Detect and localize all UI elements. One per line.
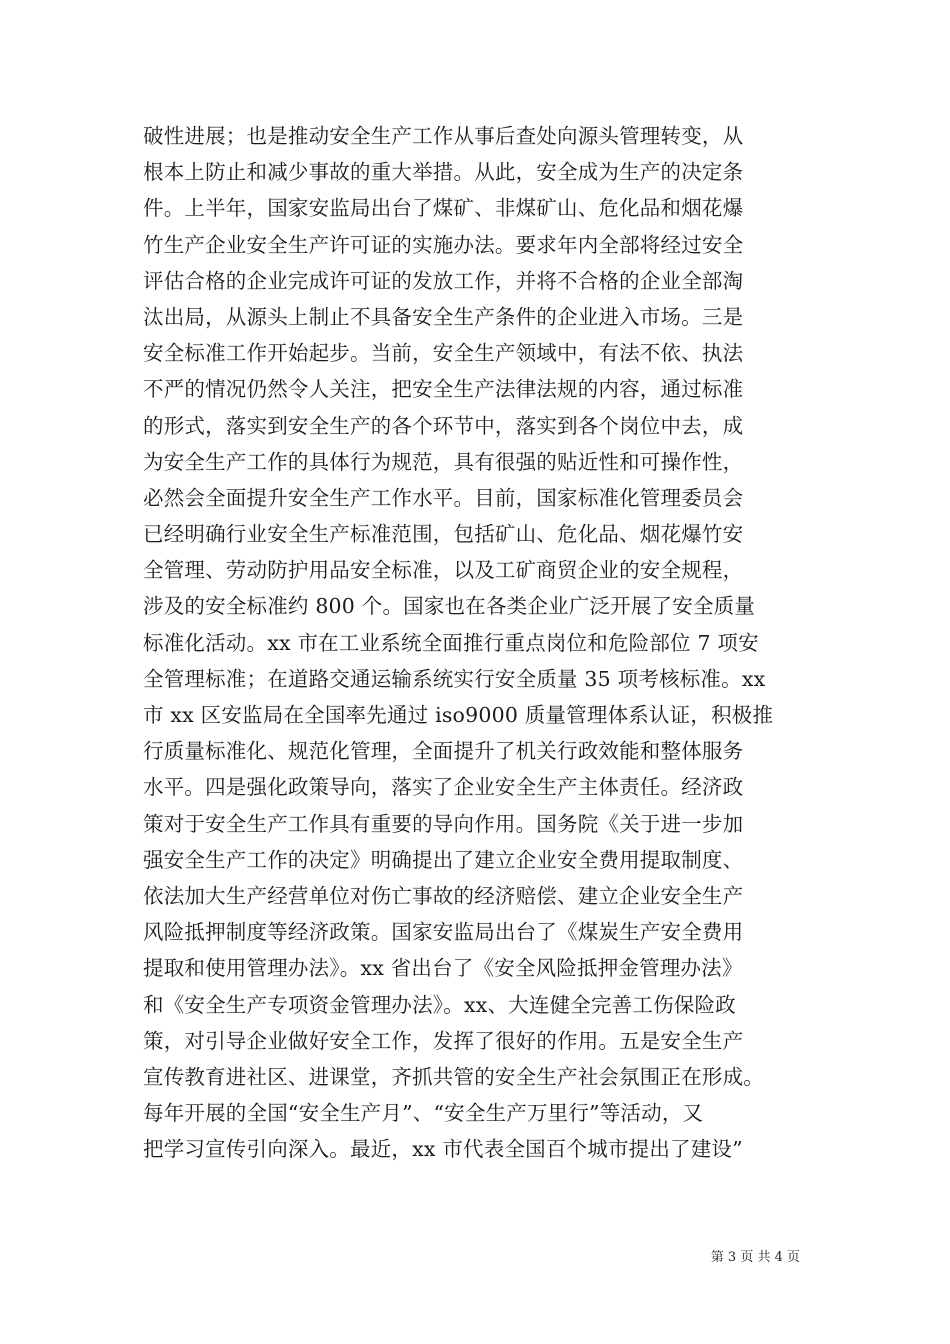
text-line: 风险抵押制度等经济政策。国家安监局出台了《煤炭生产安全费用 (143, 920, 744, 945)
page-footer (0, 1246, 950, 1265)
body-text (143, 118, 823, 1167)
text-line: 依法加大生产经营单位对伤亡事故的经济赔偿、建立企业安全生产 (143, 883, 744, 908)
text-line: 为安全生产工作的具体行为规范，具有很强的贴近性和可操作性， (143, 449, 744, 474)
text-line: 全管理、劳动防护用品安全标准，以及工矿商贸企业的安全规程， (143, 558, 744, 583)
text-line: 评估合格的企业完成许可证的发放工作，并将不合格的企业全部淘 (143, 268, 744, 293)
text-line: 竹生产企业安全生产许可证的实施办法。要求年内全部将经过安全 (143, 232, 744, 257)
text-line: 策对于安全生产工作具有重要的导向作用。国务院《关于进一步加 (143, 811, 744, 836)
text-line: 和《安全生产专项资金管理办法》。xx、大连健全完善工伤保险政 (143, 992, 736, 1017)
text-line: 行质量标准化、规范化管理，全面提升了机关行政效能和整体服务 (143, 739, 744, 764)
text-line: 强安全生产工作的决定》明确提出了建立企业安全费用提取制度、 (143, 847, 744, 872)
text-line: 把学习宣传引向深入。最近，xx 市代表全国百个城市提出了建设” (143, 1137, 743, 1162)
text-line: 破性进展；也是推动安全生产工作从事后查处向源头管理转变，从 (143, 124, 744, 148)
text-line: 必然会全面提升安全生产工作水平。目前，国家标准化管理委员会 (143, 485, 744, 510)
text-line: 件。上半年，国家安监局出台了煤矿、非煤矿山、危化品和烟花爆 (143, 196, 744, 221)
text-line: 提取和使用管理办法》。xx 省出台了《安全风险抵押金管理办法》 (143, 956, 743, 981)
text-line: 水平。四是强化政策导向，落实了企业安全生产主体责任。经济政 (143, 775, 744, 800)
text-line: 汰出局，从源头上制止不具备安全生产条件的企业进入市场。三是 (143, 304, 744, 329)
text-line: 的形式，落实到安全生产的各个环节中，落实到各个岗位中去，成 (143, 413, 744, 438)
text-line: 全管理标准；在道路交通运输系统实行安全质量 35 项考核标准。xx (143, 666, 766, 691)
text-line: 已经明确行业安全生产标准范围，包括矿山、危化品、烟花爆竹安 (143, 522, 744, 547)
page-number: 第 3 页 共 4 页 (710, 1250, 800, 1265)
text-line: 不严的情况仍然令人关注，把安全生产法律法规的内容，通过标准 (143, 377, 744, 402)
text-line: 标准化活动。xx 市在工业系统全面推行重点岗位和危险部位 7 项安 (143, 630, 759, 655)
text-line: 宣传教育进社区、进课堂，齐抓共管的安全生产社会氛围正在形成。 (143, 1064, 764, 1089)
text-line: 每年开展的全国“安全生产月”、“安全生产万里行”等活动，又 (143, 1101, 704, 1126)
text-line: 涉及的安全标准约 800 个。国家也在各类企业广泛开展了安全质量 (143, 594, 756, 619)
text-line: 市 xx 区安监局在全国率先通过 iso9000 质量管理体系认证，积极推 (143, 703, 774, 727)
text-line: 安全标准工作开始起步。当前，安全生产领域中，有法不依、执法 (143, 341, 744, 366)
text-line: 根本上防止和减少事故的重大举措。从此，安全成为生产的决定条 (143, 160, 744, 185)
text-line: 策，对引导企业做好安全工作，发挥了很好的作用。五是安全生产 (143, 1028, 744, 1053)
